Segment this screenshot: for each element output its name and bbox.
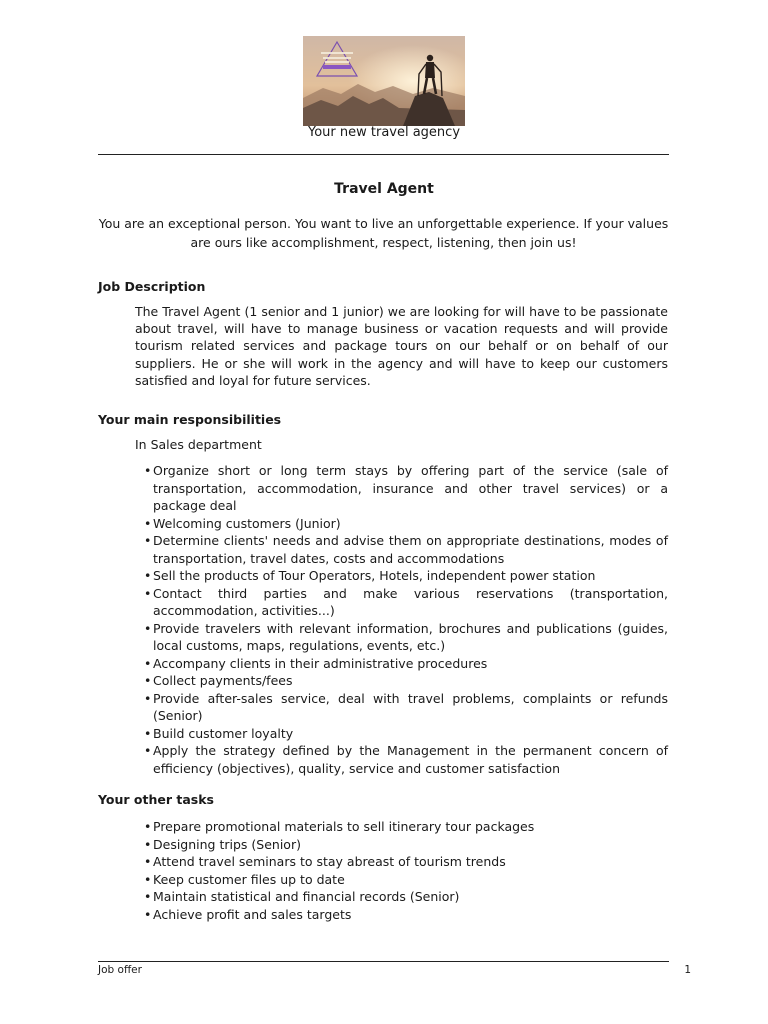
other-tasks-list bbox=[135, 818, 668, 923]
page-title: Travel Agent bbox=[334, 181, 434, 197]
header-logo-image bbox=[303, 36, 465, 126]
bullet-icon: • bbox=[144, 515, 152, 531]
list-item: • Accompany clients in their administrative procedures bbox=[144, 655, 488, 671]
list-item: • Organize short or long term stays by offering part of the service (sale of transportation, accommodation, insurance and other travel services) or a package deal bbox=[144, 463, 668, 513]
bullet-icon: • bbox=[144, 690, 152, 706]
bullet-icon: • bbox=[144, 463, 152, 478]
bullet-icon: • bbox=[144, 533, 152, 548]
list-item: • Provide travelers with relevant information, brochures and publications (guides, local customs, maps, regulations, events, etc.) bbox=[144, 620, 668, 653]
list-item: • Welcoming customers (Junior) bbox=[144, 515, 341, 531]
bullet-icon: • bbox=[144, 819, 152, 834]
job-description-heading: Job Description bbox=[98, 279, 206, 294]
list-item: • Attend travel seminars to stay abreast of tourism trends bbox=[144, 854, 506, 869]
bullet-icon: • bbox=[144, 655, 152, 671]
bullet-icon: • bbox=[144, 673, 152, 688]
responsibilities-list bbox=[135, 462, 668, 777]
header-tagline: Your new travel agency bbox=[307, 125, 461, 140]
list-item: • Apply the strategy defined by the Management in the permanent concern of efficiency (objectives), quality, service and customer satisfaction bbox=[144, 743, 668, 776]
footer-label: Job offer bbox=[98, 964, 142, 976]
list-item: • Provide after-sales service, deal with travel problems, complaints or refunds (Senior) bbox=[144, 690, 668, 723]
bullet-icon: • bbox=[144, 585, 152, 601]
sales-department-label: In Sales department bbox=[135, 437, 262, 452]
header-divider bbox=[98, 154, 669, 155]
intro-paragraph: You are an exceptional person. You want to live an unforgettable experience. If your values are ours like accomplishment, respect, listening, then join us! bbox=[98, 216, 669, 250]
other-tasks-heading: Your other tasks bbox=[98, 792, 214, 807]
bullet-icon: • bbox=[144, 854, 152, 869]
list-item: • Designing trips (Senior) bbox=[144, 836, 301, 852]
list-item: • Collect payments/fees bbox=[144, 673, 293, 688]
bullet-icon: • bbox=[144, 743, 152, 758]
bullet-icon: • bbox=[144, 620, 152, 636]
list-item: • Achieve profit and sales targets bbox=[144, 906, 352, 922]
list-item: • Build customer loyalty bbox=[144, 725, 294, 741]
list-item: • Determine clients' needs and advise them on appropriate destinations, modes of transportation, travel dates, costs and accommodations bbox=[144, 533, 668, 566]
list-item: • Prepare promotional materials to sell itinerary tour packages bbox=[144, 819, 535, 834]
bullet-icon: • bbox=[144, 836, 152, 852]
list-item: • Keep customer files up to date bbox=[144, 871, 345, 887]
job-description-text: The Travel Agent (1 senior and 1 junior) we are looking for will have to be passionate about travel, will have to manage business or vacation requests and will provide tourism related services and package tours on our behalf or on behalf of our suppliers. He or she will work in the agency and will have to keep our customers satisfied and loyal for future services. bbox=[135, 304, 668, 388]
footer-divider bbox=[98, 961, 669, 962]
hiker-mountain-icon bbox=[303, 36, 465, 126]
bullet-icon: • bbox=[144, 871, 152, 887]
bullet-icon: • bbox=[144, 725, 152, 741]
list-item: • Maintain statistical and financial records (Senior) bbox=[144, 889, 460, 904]
bullet-icon: • bbox=[144, 889, 152, 904]
responsibilities-heading: Your main responsibilities bbox=[98, 412, 282, 427]
list-item: • Sell the products of Tour Operators, Hotels, independent power station bbox=[144, 568, 596, 583]
bullet-icon: • bbox=[144, 568, 152, 583]
bullet-icon: • bbox=[144, 906, 152, 922]
page-number: 1 bbox=[684, 964, 691, 976]
list-item: • Contact third parties and make various reservations (transportation, accommodation, activities...) bbox=[144, 585, 668, 618]
